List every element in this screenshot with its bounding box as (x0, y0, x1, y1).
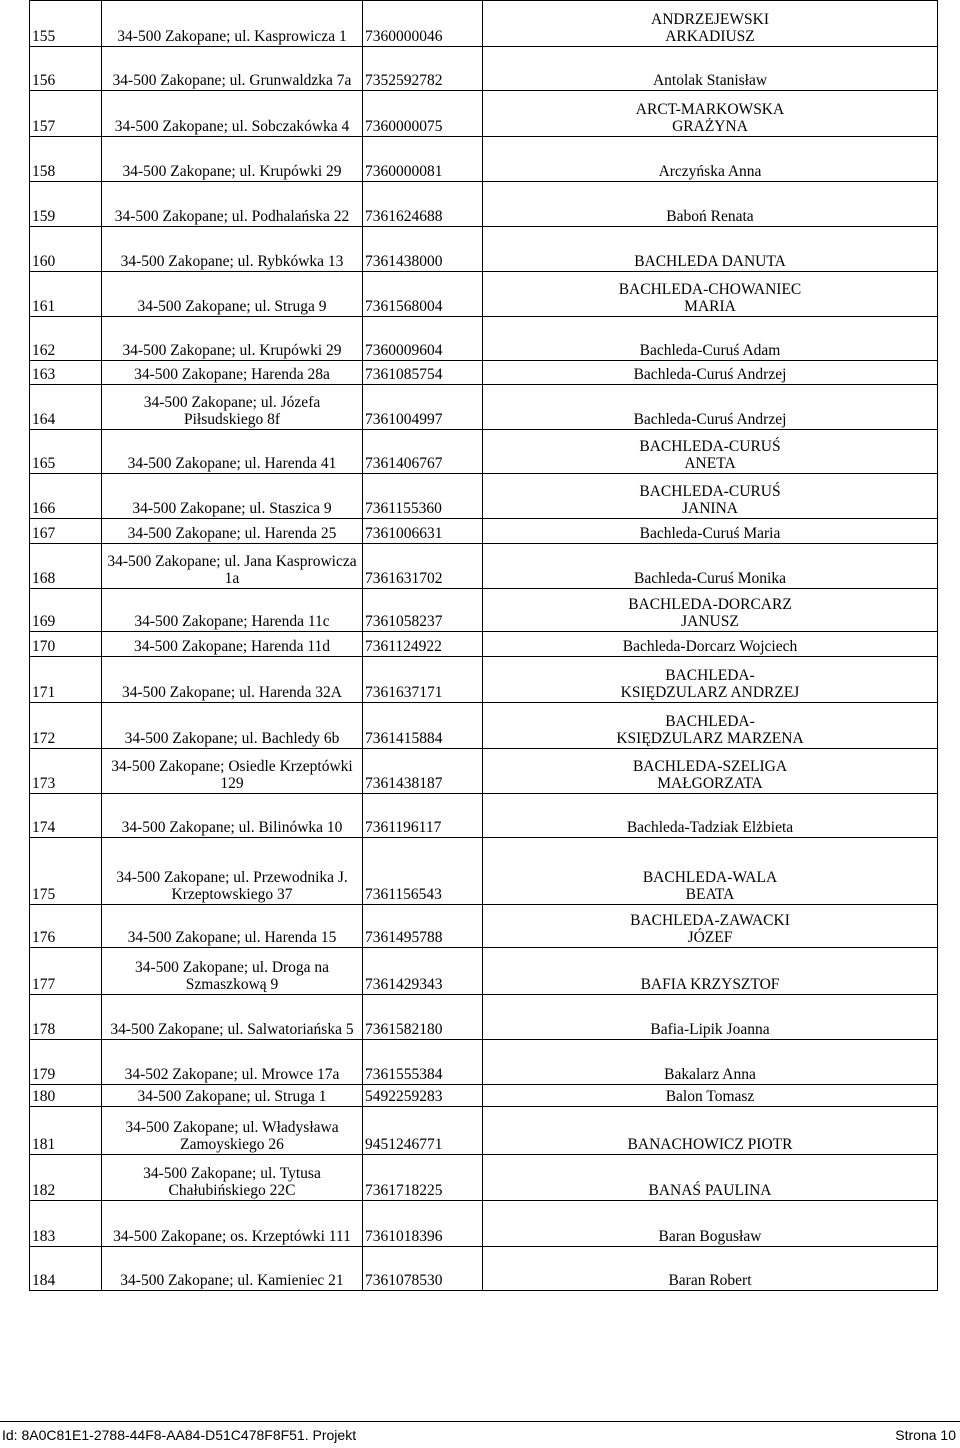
row-number: 182 (30, 1155, 102, 1201)
row-number: 172 (30, 703, 102, 749)
name-cell: Bachleda-Curuś Andrzej (483, 385, 938, 430)
table-row (30, 1247, 938, 1291)
address-cell: 34-500 Zakopane; Osiedle Krzeptówki 129 (102, 749, 363, 794)
page-footer (0, 1421, 960, 1448)
address-cell: 34-500 Zakopane; ul. Droga na Szmaszkową 9 (102, 948, 363, 995)
row-number: 160 (30, 227, 102, 272)
table-row (30, 838, 938, 905)
nip-cell: 7361058237 (363, 589, 483, 632)
name-cell: BACHLEDA-CURUŚ ANETA (483, 430, 938, 474)
nip-cell: 7361495788 (363, 905, 483, 948)
name-cell: BACHLEDA-CHOWANIEC MARIA (483, 272, 938, 317)
nip-cell: 7361555384 (363, 1040, 483, 1085)
address-cell: 34-500 Zakopane; os. Krzeptówki 111 (102, 1201, 363, 1247)
address-cell: 34-500 Zakopane; Harenda 11c (102, 589, 363, 632)
address-cell: 34-500 Zakopane; ul. Kamieniec 21 (102, 1247, 363, 1291)
address-cell: 34-500 Zakopane; ul. Tytusa Chałubińskiego 22C (102, 1155, 363, 1201)
nip-cell: 7361406767 (363, 430, 483, 474)
nip-cell: 7360009604 (363, 317, 483, 361)
row-number: 157 (30, 91, 102, 137)
nip-cell: 7361196117 (363, 794, 483, 838)
name-cell: BACHLEDA- KSIĘDZULARZ ANDRZEJ (483, 657, 938, 703)
table-row (30, 137, 938, 182)
nip-cell: 7360000075 (363, 91, 483, 137)
address-cell: 34-500 Zakopane; ul. Jana Kasprowicza 1a (102, 544, 363, 589)
row-number: 183 (30, 1201, 102, 1247)
nip-cell: 7361429343 (363, 948, 483, 995)
table-row (30, 1201, 938, 1247)
address-cell: 34-500 Zakopane; ul. Władysława Zamoyskiego 26 (102, 1107, 363, 1155)
nip-cell: 5492259283 (363, 1085, 483, 1107)
row-number: 161 (30, 272, 102, 317)
nip-cell: 7361637171 (363, 657, 483, 703)
address-cell: 34-500 Zakopane; ul. Staszica 9 (102, 474, 363, 519)
nip-cell: 7361155360 (363, 474, 483, 519)
nip-cell: 7360000081 (363, 137, 483, 182)
row-number: 175 (30, 838, 102, 905)
row-number: 156 (30, 47, 102, 91)
nip-cell: 7352592782 (363, 47, 483, 91)
nip-cell: 7361018396 (363, 1201, 483, 1247)
address-cell: 34-500 Zakopane; ul. Bilinówka 10 (102, 794, 363, 838)
table-row (30, 227, 938, 272)
nip-cell: 7361006631 (363, 519, 483, 544)
table-row (30, 703, 938, 749)
name-cell: BAFIA KRZYSZTOF (483, 948, 938, 995)
address-cell: 34-500 Zakopane; ul. Struga 9 (102, 272, 363, 317)
nip-cell: 7361438187 (363, 749, 483, 794)
address-cell: 34-500 Zakopane; ul. Kasprowicza 1 (102, 1, 363, 47)
table-row (30, 474, 938, 519)
nip-cell: 7361078530 (363, 1247, 483, 1291)
name-cell: ARCT-MARKOWSKA GRAŻYNA (483, 91, 938, 137)
table-row (30, 749, 938, 794)
name-cell: BACHLEDA- KSIĘDZULARZ MARZENA (483, 703, 938, 749)
row-number: 180 (30, 1085, 102, 1107)
name-cell: Baran Robert (483, 1247, 938, 1291)
table-row (30, 794, 938, 838)
table-row (30, 995, 938, 1040)
address-cell: 34-500 Zakopane; ul. Rybkówka 13 (102, 227, 363, 272)
address-cell: 34-500 Zakopane; ul. Krupówki 29 (102, 317, 363, 361)
nip-cell: 7361631702 (363, 544, 483, 589)
row-number: 177 (30, 948, 102, 995)
row-number: 171 (30, 657, 102, 703)
table-row (30, 385, 938, 430)
nip-cell: 7361438000 (363, 227, 483, 272)
address-cell: 34-500 Zakopane; ul. Józefa Piłsudskiego 8f (102, 385, 363, 430)
address-cell: 34-500 Zakopane; ul. Przewodnika J. Krzeptowskiego 37 (102, 838, 363, 905)
table-row (30, 182, 938, 227)
row-number: 181 (30, 1107, 102, 1155)
name-cell: BACHLEDA-CURUŚ JANINA (483, 474, 938, 519)
row-number: 173 (30, 749, 102, 794)
table-row (30, 1107, 938, 1155)
name-cell: Balon Tomasz (483, 1085, 938, 1107)
nip-cell: 7361124922 (363, 632, 483, 657)
nip-cell: 7361624688 (363, 182, 483, 227)
row-number: 165 (30, 430, 102, 474)
nip-cell: 7361568004 (363, 272, 483, 317)
row-number: 170 (30, 632, 102, 657)
address-cell: 34-500 Zakopane; Harenda 28a (102, 361, 363, 385)
name-cell: BACHLEDA-DORCARZ JANUSZ (483, 589, 938, 632)
address-cell: 34-500 Zakopane; Harenda 11d (102, 632, 363, 657)
table-row (30, 361, 938, 385)
name-cell: Bachleda-Curuś Andrzej (483, 361, 938, 385)
address-cell: 34-500 Zakopane; ul. Harenda 15 (102, 905, 363, 948)
nip-cell: 7361085754 (363, 361, 483, 385)
page-number: Strona 10 (895, 1427, 956, 1443)
address-cell: 34-500 Zakopane; ul. Krupówki 29 (102, 137, 363, 182)
nip-cell: 7361156543 (363, 838, 483, 905)
name-cell: Bachleda-Dorcarz Wojciech (483, 632, 938, 657)
table-row (30, 1085, 938, 1107)
address-cell: 34-500 Zakopane; ul. Harenda 41 (102, 430, 363, 474)
row-number: 162 (30, 317, 102, 361)
address-cell: 34-500 Zakopane; ul. Harenda 32A (102, 657, 363, 703)
name-cell: ANDRZEJEWSKI ARKADIUSZ (483, 1, 938, 47)
name-cell: BANAŚ PAULINA (483, 1155, 938, 1201)
row-number: 167 (30, 519, 102, 544)
row-number: 178 (30, 995, 102, 1040)
nip-cell: 7360000046 (363, 1, 483, 47)
table-row (30, 657, 938, 703)
table-row (30, 91, 938, 137)
table-row (30, 632, 938, 657)
table-row (30, 272, 938, 317)
address-cell: 34-500 Zakopane; ul. Harenda 25 (102, 519, 363, 544)
row-number: 168 (30, 544, 102, 589)
nip-cell: 9451246771 (363, 1107, 483, 1155)
name-cell: Bachleda-Curuś Maria (483, 519, 938, 544)
address-cell: 34-502 Zakopane; ul. Mrowce 17a (102, 1040, 363, 1085)
name-cell: Antolak Stanisław (483, 47, 938, 91)
name-cell: Baboń Renata (483, 182, 938, 227)
table-row (30, 905, 938, 948)
table-row (30, 1040, 938, 1085)
nip-cell: 7361415884 (363, 703, 483, 749)
address-cell: 34-500 Zakopane; ul. Podhalańska 22 (102, 182, 363, 227)
name-cell: BACHLEDA-WALA BEATA (483, 838, 938, 905)
row-number: 179 (30, 1040, 102, 1085)
name-cell: BACHLEDA-SZELIGA MAŁGORZATA (483, 749, 938, 794)
table-row (30, 948, 938, 995)
row-number: 166 (30, 474, 102, 519)
table-row (30, 317, 938, 361)
name-cell: Bakalarz Anna (483, 1040, 938, 1085)
row-number: 159 (30, 182, 102, 227)
name-cell: Arczyńska Anna (483, 137, 938, 182)
table-row (30, 519, 938, 544)
address-cell: 34-500 Zakopane; ul. Grunwaldzka 7a (102, 47, 363, 91)
name-cell: Bachleda-Curuś Monika (483, 544, 938, 589)
table-row (30, 589, 938, 632)
row-number: 174 (30, 794, 102, 838)
name-cell: Baran Bogusław (483, 1201, 938, 1247)
row-number: 163 (30, 361, 102, 385)
table-row (30, 544, 938, 589)
name-cell: BANACHOWICZ PIOTR (483, 1107, 938, 1155)
name-cell: BACHLEDA DANUTA (483, 227, 938, 272)
address-cell: 34-500 Zakopane; ul. Sobczakówka 4 (102, 91, 363, 137)
table-row (30, 47, 938, 91)
table-row (30, 430, 938, 474)
row-number: 155 (30, 1, 102, 47)
name-cell: BACHLEDA-ZAWACKI JÓZEF (483, 905, 938, 948)
row-number: 158 (30, 137, 102, 182)
document-id: Id: 8A0C81E1-2788-44F8-AA84-D51C478F8F51. Projekt (2, 1427, 357, 1443)
name-cell: Bachleda-Tadziak Elżbieta (483, 794, 938, 838)
nip-cell: 7361004997 (363, 385, 483, 430)
registry-table (29, 0, 938, 1291)
table-row (30, 1, 938, 47)
row-number: 176 (30, 905, 102, 948)
row-number: 184 (30, 1247, 102, 1291)
address-cell: 34-500 Zakopane; ul. Struga 1 (102, 1085, 363, 1107)
table-row (30, 1155, 938, 1201)
name-cell: Bafia-Lipik Joanna (483, 995, 938, 1040)
name-cell: Bachleda-Curuś Adam (483, 317, 938, 361)
address-cell: 34-500 Zakopane; ul. Bachledy 6b (102, 703, 363, 749)
address-cell: 34-500 Zakopane; ul. Salwatoriańska 5 (102, 995, 363, 1040)
nip-cell: 7361582180 (363, 995, 483, 1040)
row-number: 164 (30, 385, 102, 430)
row-number: 169 (30, 589, 102, 632)
nip-cell: 7361718225 (363, 1155, 483, 1201)
